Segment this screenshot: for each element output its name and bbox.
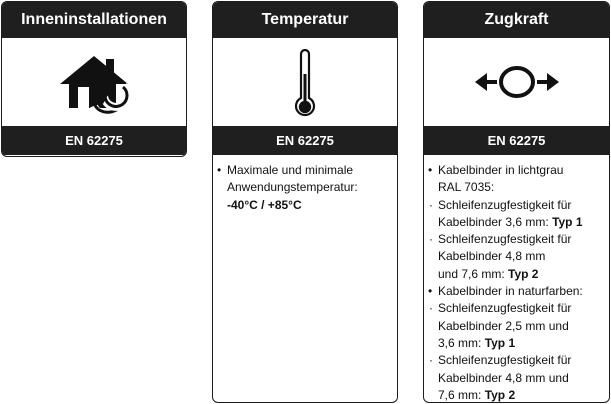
list-item-text: 7,6 mm: <box>438 387 485 402</box>
list-item-text: Schleifenzugfestigkeit für <box>438 353 572 368</box>
list-item <box>428 300 603 352</box>
type-label: Typ 1 <box>484 335 516 350</box>
card-title: Temperatur <box>213 2 397 38</box>
bullet-marker: · <box>429 301 433 316</box>
list-item-text: 3,6 mm: <box>438 335 485 350</box>
bullet-marker: • <box>217 163 222 177</box>
list-item-text: Kabelbinder 4,8 mm und <box>438 370 569 385</box>
bullet-marker: · <box>429 197 433 212</box>
list-item <box>428 283 603 300</box>
list-item-text: Maximale und minimale <box>227 163 354 177</box>
list-item <box>428 231 603 283</box>
thermometer-icon <box>213 38 397 126</box>
house-with-arrow-icon <box>2 38 186 126</box>
type-label: Typ 2 <box>508 266 539 281</box>
card-body <box>213 155 397 214</box>
card-standard: EN 62275 <box>2 126 186 155</box>
list-item-text: Kabelbinder 2,5 mm und <box>438 318 569 333</box>
tensile-force-arrows-icon <box>424 38 609 126</box>
bullet-marker: · <box>429 353 433 368</box>
bullet-marker: • <box>428 163 433 177</box>
list-item-text: Kabelbinder 3,6 mm: <box>438 214 553 229</box>
bullet-marker: · <box>429 232 433 247</box>
list-item-text: Schleifenzugfestigkeit für <box>438 232 572 247</box>
temperature-range: -40°C / +85°C <box>227 197 302 212</box>
list-item <box>217 162 391 214</box>
list-item <box>428 197 603 232</box>
bullet-marker: • <box>428 284 433 299</box>
card-title: Inneninstallationen <box>2 2 186 38</box>
card-zugkraft <box>423 1 610 403</box>
card-title: Zugkraft <box>424 2 609 38</box>
card-standard: EN 62275 <box>424 126 609 155</box>
list-item-text: Schleifenzugfestigkeit für <box>438 301 572 316</box>
list-item-text: Kabelbinder 4,8 mm <box>438 249 546 264</box>
list-item-text: Schleifenzugfestigkeit für <box>438 197 572 212</box>
list-item <box>428 352 603 403</box>
card-temperatur <box>212 1 398 403</box>
list-item-text: Kabelbinder in naturfarben: <box>438 284 583 299</box>
type-label: Typ 1 <box>552 214 583 229</box>
card-standard: EN 62275 <box>213 126 397 155</box>
list-item-text: Kabelbinder in lichtgrau <box>438 163 564 177</box>
list-item <box>428 162 603 197</box>
list-item-text: Anwendungstemperatur: <box>227 180 358 195</box>
list-item-text: RAL 7035: <box>438 180 495 195</box>
type-label: Typ 2 <box>484 387 516 402</box>
card-inneninstallationen <box>1 1 187 157</box>
card-body <box>424 155 609 403</box>
list-item-text: und 7,6 mm: <box>438 266 509 281</box>
